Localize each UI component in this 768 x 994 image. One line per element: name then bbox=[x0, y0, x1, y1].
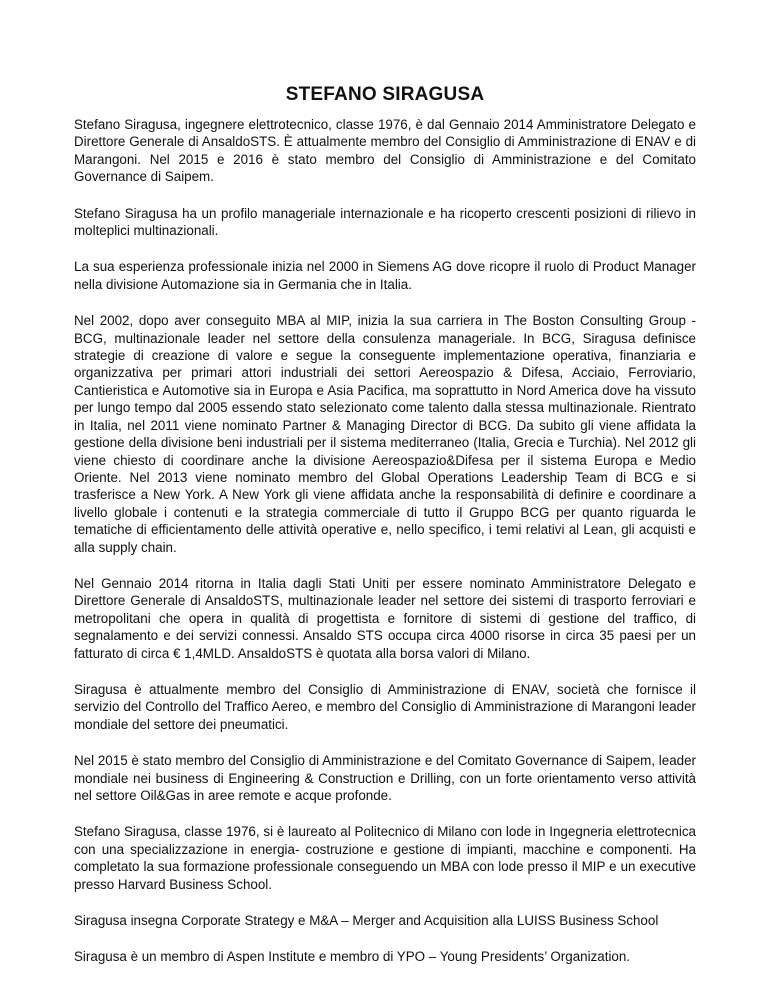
paragraph-enav-marangoni: Siragusa è attualmente membro del Consiglio di Amministrazione di ENAV, società che fornisce il servizio del Controllo del Traffico Aereo, e membro del Consiglio di Amministrazione di Marangoni leader mondiale del settore dei pneumatici. bbox=[74, 681, 696, 732]
paragraph-memberships: Siragusa è un membro di Aspen Institute e membro di YPO – Young Presidents’ Organization. bbox=[74, 949, 631, 965]
paragraph-profile: Stefano Siragusa ha un profilo manageriale internazionale e ha ricoperto crescenti posizioni di rilievo in molteplici multinazionali. bbox=[74, 205, 696, 239]
document-page bbox=[74, 0, 696, 985]
document-title: STEFANO SIRAGUSA bbox=[285, 84, 485, 105]
paragraph-siemens: La sua esperienza professionale inizia nel 2000 in Siemens AG dove ricopre il ruolo di Product Manager nella divisione Automazione sia in Germania che in Italia. bbox=[74, 259, 696, 292]
paragraph-ansaldo: Nel Gennaio 2014 ritorna in Italia dagli Stati Uniti per essere nominato Amministratore Delegato e Direttore Generale di AnsaldoSTS, multinazionale leader nel settore dei sistemi di trasporto ferroviari e metropolitani che opera in qualità di progettista e fornitore di sistemi di gestione del traffico, di segnalamento e dei servizi connessi. Ansaldo STS occupa circa 4000 risorse in circa 35 paesi per un fatturato di circa € 1,4MLD. AnsaldoSTS è quotata alla borsa valori di Milano. bbox=[74, 575, 696, 661]
paragraph-teaching: Siragusa insegna Corporate Strategy e M&A – Merger and Acquisition alla LUISS Business School bbox=[74, 913, 659, 929]
paragraph-bcg: Nel 2002, dopo aver conseguito MBA al MIP, inizia la sua carriera in The Boston Consulting Group - BCG, multinazionale leader nel settore della consulenza manageriale. In BCG, Siragusa definisce strategie di creazione di valore e segue la conseguente implementazione operativa, finanziaria e organizzativa per primari attori industriali dei settori Aereospazio & Difesa, Acciaio, Ferroviario, Cantieristica e Automotive sia in Europa e Asia Pacifica, ma soprattutto in Nord America dove ha vissuto per lungo tempo dal 2005 essendo stato selezionato come talento dalla stessa multinazionale. Rientrato in Italia, nel 2011 viene nominato Partner & Managing Director di BCG. Da subito gli viene affidata la gestione della divisione beni industriali per il sistema mediterraneo (Italia, Grecia e Turchia). Nel 2012 gli viene chiesto di coordinare anche la divisione Aereospazio&Difesa per il sistema Europa e Medio Oriente. Nel 2013 viene nominato membro del Global Operations Leadership Team di BCG e si trasferisce a New York. A New York gli viene affidata anche la responsabilità di definire e coordinare a livello globale i contenuti e la strategia commerciale di tutto il Gruppo BCG per quanto riguarda le tematiche di efficientamento delle attività operative e, nello specifico, i temi relativi al Lean, gli acquisti e alla supply chain. bbox=[74, 313, 696, 555]
paragraph-education: Stefano Siragusa, classe 1976, si è laureato al Politecnico di Milano con lode in Ingegneria elettrotecnica con una specializzazione in energia- costruzione e gestione di impianti, macchine e componenti. Ha completato la sua formazione professionale conseguendo un MBA con lode presso il MIP e un executive presso Harvard Business School. bbox=[74, 824, 696, 892]
paragraph-saipem: Nel 2015 è stato membro del Consiglio di Amministrazione e del Comitato Governance di Saipem, leader mondiale nei business di Engineering & Construction e Drilling, con un forte orientamento verso attività nel settore Oil&Gas in aree remote e acque profonde. bbox=[74, 753, 696, 803]
paragraph-intro: Stefano Siragusa, ingegnere elettrotecnico, classe 1976, è dal Gennaio 2014 Amministratore Delegato e Direttore Generale di AnsaldoSTS. È attualmente membro del Consiglio di Amministrazione di ENAV e di Marangoni. Nel 2015 e 2016 è stato membro del Consiglio di Amministrazione e del Comitato Governance di Saipem. bbox=[74, 117, 696, 185]
